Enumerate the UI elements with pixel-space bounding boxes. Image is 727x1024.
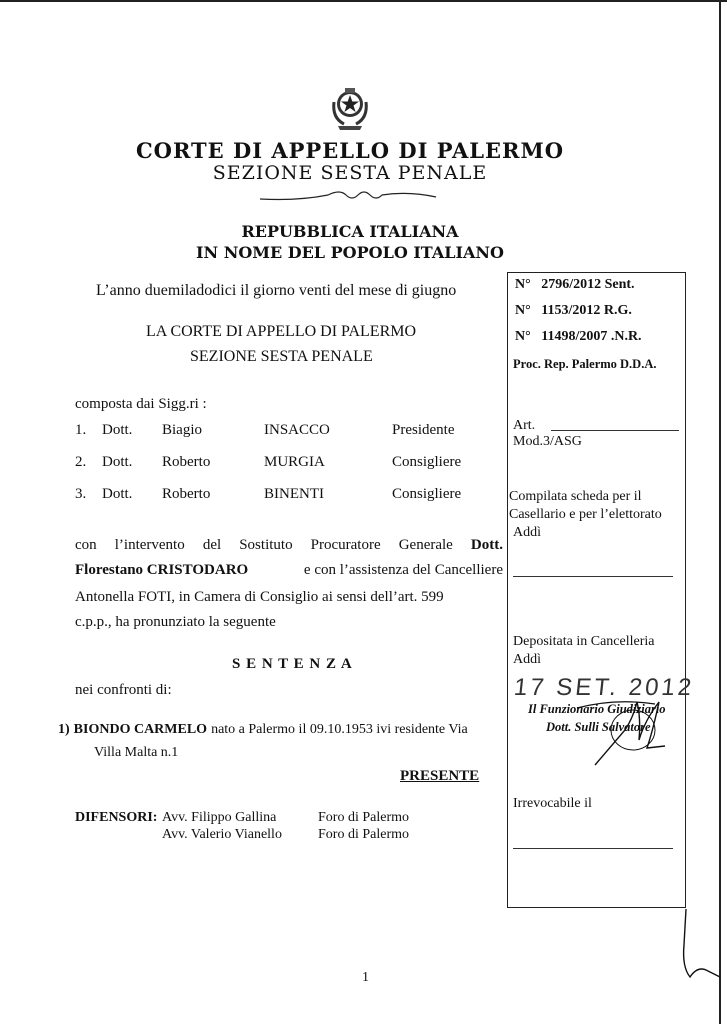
irrevocabile-date-line bbox=[513, 848, 673, 849]
rg-number-row bbox=[515, 303, 632, 319]
compilata-line-1: Compilata scheda per il bbox=[509, 489, 642, 504]
judge-1-last: INSACCO bbox=[264, 422, 330, 438]
mod-label: Mod.3/ASG bbox=[513, 434, 582, 449]
art-blank-line bbox=[551, 430, 679, 431]
sentenza-heading: S E N T E N Z A bbox=[232, 656, 353, 672]
ornamental-flourish-icon bbox=[258, 187, 438, 203]
defendant-address: Villa Malta n.1 bbox=[94, 745, 179, 760]
judge-1-role: Presidente bbox=[392, 422, 455, 438]
judge-3-first: Roberto bbox=[162, 486, 211, 502]
margin-initials-icon bbox=[668, 905, 723, 985]
intervento-line-1 bbox=[75, 537, 503, 554]
funzionario-title: Il Funzionario Giudiziario bbox=[528, 702, 666, 716]
intervento-text: e con l’assistenza del Cancelliere bbox=[303, 562, 503, 578]
intervento-word: con bbox=[75, 537, 97, 553]
intervento-line-2 bbox=[75, 562, 503, 579]
intervento-word: Dott. bbox=[470, 537, 503, 553]
defender-1-name: Avv. Filippo Gallina bbox=[162, 810, 277, 825]
judge-1-num: 1. bbox=[75, 422, 87, 438]
defendant-details: nato a Palermo il 09.10.1953 ivi residente Via bbox=[211, 722, 468, 737]
judge-1-first: Biagio bbox=[162, 422, 202, 438]
court-name: CORTE DI APPELLO DI PALERMO bbox=[135, 138, 565, 163]
judge-2-title: Dott. bbox=[102, 454, 133, 470]
top-border-line bbox=[0, 0, 727, 2]
rg-number-label: N° bbox=[515, 303, 531, 318]
composta-label: composta dai Sigg.ri : bbox=[75, 396, 207, 412]
date-line: L’anno duemiladodici il giorno venti del mese di giugno bbox=[96, 282, 457, 299]
addi-label-2: Addì bbox=[513, 652, 541, 667]
judge-3-title: Dott. bbox=[102, 486, 133, 502]
defendant-num: 1) bbox=[58, 722, 70, 737]
depositata-label: Depositata in Cancelleria bbox=[513, 634, 655, 649]
page-number: 1 bbox=[362, 970, 369, 985]
confronti-label: nei confronti di: bbox=[75, 682, 172, 698]
intervento-line-3: Antonella FOTI, in Camera di Consiglio ai sensi dell’art. 599 bbox=[75, 589, 444, 605]
sentence-number-label: N° bbox=[515, 277, 531, 292]
intervento-word: l’intervento bbox=[114, 537, 185, 553]
judge-1-title: Dott. bbox=[102, 422, 133, 438]
sentence-number-row bbox=[515, 277, 635, 293]
court-line-2: SEZIONE SESTA PENALE bbox=[190, 348, 373, 365]
judge-3-role: Consigliere bbox=[392, 486, 462, 502]
deposit-date-stamp: 17 SET. 2012 bbox=[512, 674, 696, 701]
art-label: Art. bbox=[513, 418, 536, 433]
intervento-word: del bbox=[202, 537, 222, 553]
judge-3-num: 3. bbox=[75, 486, 87, 502]
procura-label: Proc. Rep. Palermo D.D.A. bbox=[513, 357, 657, 371]
judge-2-num: 2. bbox=[75, 454, 87, 470]
nr-number-row bbox=[515, 329, 642, 345]
right-border-line bbox=[719, 0, 721, 1024]
intervento-word: Generale bbox=[398, 537, 453, 553]
intervento-word: Procuratore bbox=[310, 537, 381, 553]
presente-label: PRESENTE bbox=[400, 768, 480, 784]
defender-2-name: Avv. Valerio Vianello bbox=[162, 827, 282, 842]
funzionario-name: Dott. Sulli Salvatore bbox=[546, 720, 651, 734]
compilata-line-2: Casellario e per l’elettorato bbox=[509, 507, 662, 522]
judge-2-last: MURGIA bbox=[264, 454, 325, 470]
defender-2-foro: Foro di Palermo bbox=[318, 827, 409, 842]
court-line-1: LA CORTE DI APPELLO DI PALERMO bbox=[146, 323, 417, 340]
intervento-line-4: c.p.p., ha pronunziato la seguente bbox=[75, 614, 276, 630]
italian-republic-emblem-icon bbox=[328, 84, 372, 134]
official-signature-icon bbox=[555, 690, 675, 770]
court-section: SEZIONE SESTA PENALE bbox=[212, 162, 488, 184]
sentence-number-value: 2796/2012 Sent. bbox=[541, 277, 635, 292]
defendant-name: BIONDO CARMELO bbox=[73, 722, 208, 737]
defender-1-foro: Foro di Palermo bbox=[318, 810, 409, 825]
defendant-line bbox=[58, 720, 468, 738]
people-heading: IN NOME DEL POPOLO ITALIANO bbox=[196, 243, 504, 262]
compilata-date-line bbox=[513, 576, 673, 577]
nr-number-label: N° bbox=[515, 329, 531, 344]
judge-2-role: Consigliere bbox=[392, 454, 462, 470]
addi-label-1: Addì bbox=[513, 525, 541, 540]
rg-number-value: 1153/2012 R.G. bbox=[541, 303, 632, 318]
judge-3-last: BINENTI bbox=[264, 486, 324, 502]
judge-2-first: Roberto bbox=[162, 454, 211, 470]
irrevocabile-label: Irrevocabile il bbox=[513, 796, 592, 811]
nr-number-value: 11498/2007 .N.R. bbox=[541, 329, 642, 344]
intervento-word: Sostituto bbox=[239, 537, 293, 553]
republic-heading: REPUBBLICA ITALIANA bbox=[241, 222, 459, 241]
difensori-label: DIFENSORI: bbox=[75, 810, 158, 825]
procurator-name: Florestano CRISTODARO bbox=[75, 562, 249, 578]
